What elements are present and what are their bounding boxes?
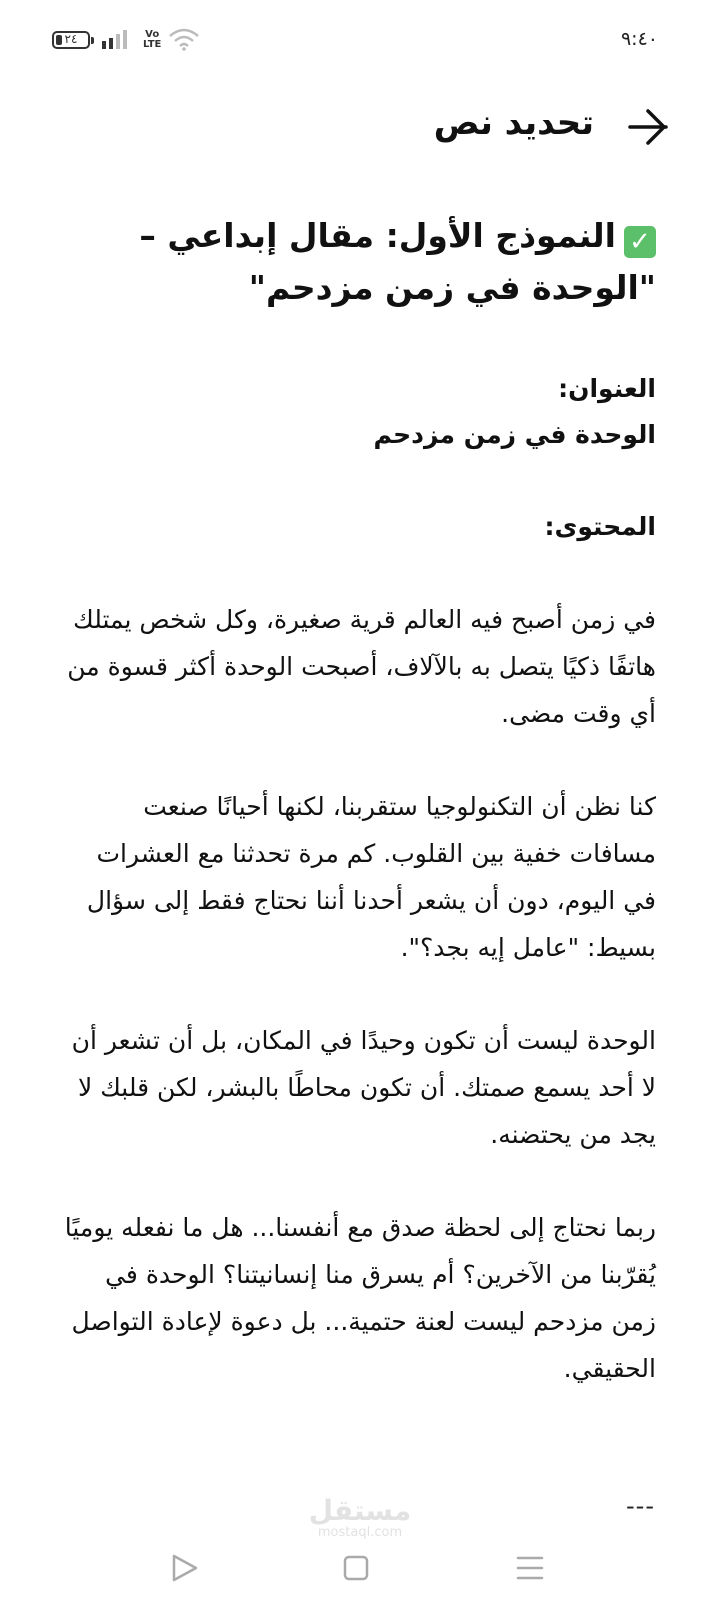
battery-level: ٢٤ [64,32,78,46]
paragraph-3[interactable]: الوحدة ليست أن تكون وحيدًا في المكان، بل أن تشعر أن لا أحد يسمع صمتك. أن تكون محاطًا بالبشر، لكن قلبك لا يجد من يحتضنه. [71,1026,656,1149]
article-heading[interactable] [56,210,656,314]
paragraph-2[interactable]: كنا نظن أن التكنولوجيا ستقربنا، لكنها أحيانًا صنعت مسافات خفية بين القلوب. كم مرة تحدثنا مع العشرات في اليوم، دون أن يشعر أحدنا أننا نحتاج فقط إلى سؤال بسيط: "عامل إيه بجد؟". [86,792,656,962]
battery-icon [52,31,90,49]
status-time: ٩:٤٠ [620,28,658,50]
volte-icon: Vo LTE [143,29,162,50]
status-bar [0,0,720,80]
selectable-text-content[interactable] [56,210,656,1392]
nav-home-button[interactable] [336,1548,376,1588]
title-label[interactable]: العنوان: [558,374,656,403]
signal-icon [100,29,130,51]
square-home-icon [336,1548,376,1588]
paragraph-4[interactable]: ربما نحتاج إلى لحظة صدق مع أنفسنا... هل ما نفعله يوميًا يُقرّبنا من الآخرين؟ أم يسرق منا إنسانيتنا؟ الوحدة في زمن مزدحم ليست لعنة حتمية... بل دعوة لإعادة التواصل الحقيقي. [64,1213,656,1383]
nav-menu-button[interactable] [510,1548,550,1588]
title-value[interactable]: الوحدة في زمن مزدحم [373,420,656,449]
heading-line-2: "الوحدة في زمن مزدحم" [248,268,656,307]
watermark-arabic: مستقل [308,1494,412,1527]
wifi-icon [168,27,200,51]
back-button[interactable] [624,103,672,151]
page-title: تحديد نص [433,103,594,143]
app-header [0,95,720,159]
menu-lines-icon [510,1548,550,1588]
watermark-latin: mostaql.com [317,1525,403,1540]
arrow-back-icon [624,103,672,151]
heading-line-1: النموذج الأول: مقال إبداعي – [139,216,616,255]
separator[interactable]: --- [626,1492,655,1520]
nav-back-button[interactable] [164,1548,204,1588]
play-back-triangle-icon [164,1548,204,1588]
system-nav-bar [0,1524,720,1604]
paragraph-1[interactable]: في زمن أصبح فيه العالم قرية صغيرة، وكل شخص يمتلك هاتفًا ذكيًا يتصل به بالآلاف، أصبحت الوحدة أكثر قسوة من أي وقت مضى. [67,605,656,728]
check-mark-icon: ✓ [624,226,656,258]
content-label[interactable]: المحتوى: [544,512,656,541]
